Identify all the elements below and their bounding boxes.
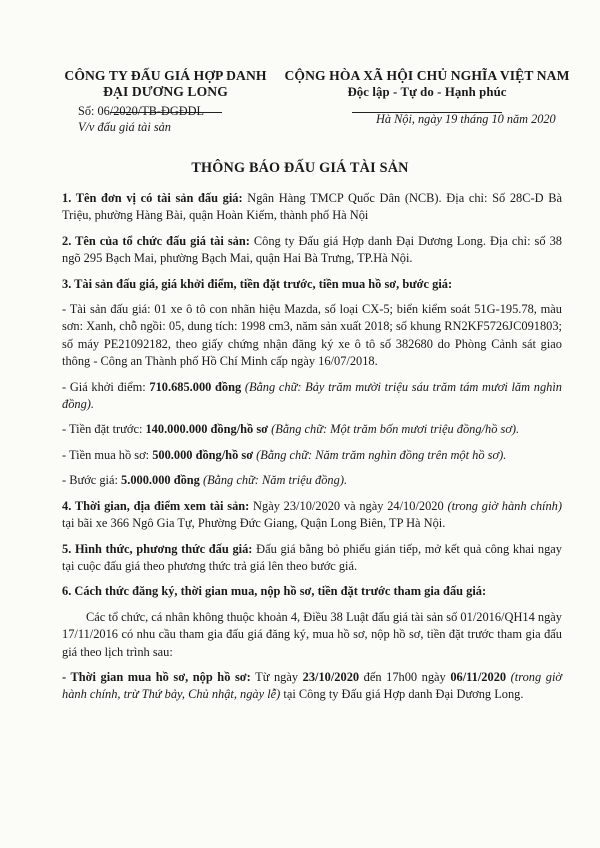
dossier-fee-value: 500.000 đồng/hồ sơ <box>152 447 254 462</box>
bid-step-value: 5.000.000 đồng <box>121 473 200 488</box>
section-5-heading: 5. Hình thức, phương thức đấu giá: <box>62 541 253 556</box>
section-2-text: Công ty Đấu giá Hợp danh Đại Dương Long. Địa chỉ: số 38 ngõ 295 Bạch Mai, phường Bạch Mai, quận Hai Bà Trưng, TP.Hà Nội. <box>62 233 562 266</box>
start-price: - Giá khởi điểm: 710.685.000 đồng (Bằng chữ: Bảy trăm mười triệu sáu trăm tám mươi lăm nghìn đồng). <box>62 379 562 412</box>
section-1-text: Ngân Hàng TMCP Quốc Dân (NCB). Địa chỉ: Số 28C-D Bà Triệu, phường Hàng Bài, quận Hoàn Kiếm, thành phố Hà Nội <box>62 191 563 223</box>
asset-description: - Tài sản đấu giá: 01 xe ô tô con nhãn hiệu Mazda, số loại CX-5; biển kiểm soát 51G-195.78, màu sơn: Xanh, chỗ ngồi: 05, dung tích: 1998 cm3, năm sản xuất 2018; số khung RN2KF5726JC091803; số máy PE21092182, theo giấy chứng nhận đăng ký xe ô tô số 382680 do Phòng Cảnh sát giao thông - Công an Thành phố Hồ Chí Minh cấp ngày 16/07/2018. <box>62 302 562 369</box>
nation-name: CỘNG HÒA XÃ HỘI CHỦ NGHĨA VIỆT NAM <box>284 68 570 83</box>
document-date: Hà Nội, ngày 19 tháng 10 năm 2020 <box>376 112 556 126</box>
nation-motto: Độc lập - Tự do - Hạnh phúc <box>347 85 507 99</box>
dossier-fee: - Tiền mua hồ sơ: 500.000 đồng/hồ sơ (Bằng chữ: Năm trăm nghìn đồng trên một hồ sơ). <box>62 447 507 462</box>
document-body <box>62 190 562 712</box>
national-header <box>282 68 572 118</box>
section-2 <box>62 233 562 268</box>
section-6-heading: 6. Cách thức đăng ký, thời gian mua, nộp hồ sơ, tiền đặt trước tham gia đấu giá: <box>62 584 487 599</box>
section-1-heading: 1. Tên đơn vị có tài sản đấu giá: <box>62 191 243 205</box>
org-name-line1: CÔNG TY ĐẤU GIÁ HỢP DANH <box>64 68 267 83</box>
section-4-heading: 4. Thời gian, địa điểm xem tài sản: <box>62 498 250 513</box>
bid-step: - Bước giá: 5.000.000 đồng (Bằng chữ: Năm triệu đồng). <box>62 473 348 488</box>
org-name-line2: ĐẠI DƯƠNG LONG <box>103 84 228 99</box>
deposit-value: 140.000.000 đồng/hồ sơ <box>145 422 269 437</box>
section-1 <box>62 190 562 225</box>
start-price-value: 710.685.000 đồng <box>149 379 242 394</box>
dossier-time: - Thời gian mua hồ sơ, nộp hồ sơ: Từ ngày 23/10/2020 đến 17h00 ngày 06/11/2020 (trong giờ hành chính, trừ Thứ bảy, Chủ nhật, ngày lễ) tại Công ty Đấu giá Hợp danh Đại Dương Long. <box>62 669 563 702</box>
document-title: THÔNG BÁO ĐẤU GIÁ TÀI SẢN <box>191 160 409 176</box>
section-3-heading: 3. Tài sản đấu giá, giá khởi điểm, tiền đặt trước, tiền mua hồ sơ, bước giá: <box>62 276 453 291</box>
section-6-intro: Các tổ chức, cá nhân không thuộc khoản 4, Điều 38 Luật đấu giá tài sản số 01/2016/QH14 ngày 17/11/2016 có nhu cầu tham gia đấu giá đăng ký, mua hồ sơ, nộp hồ sơ, tiền đặt trước tham gia đấu giá theo lịch trình sau: <box>62 609 562 659</box>
section-4: 4. Thời gian, địa điểm xem tài sản: Ngày 23/10/2020 và ngày 24/10/2020 (trong giờ hành chính) tại bãi xe 366 Ngô Gia Tự, Phường Đức Giang, Quận Long Biên, TP Hà Nội. <box>62 498 562 531</box>
section-5: 5. Hình thức, phương thức đấu giá: Đấu giá bằng bỏ phiếu gián tiếp, mở kết quả công khai ngay tại cuộc đấu giá theo phương thức trả giá lên theo bước giá. <box>62 541 562 573</box>
reference-number: Số: 06/2020/TB-ĐGĐDL <box>78 104 205 118</box>
deposit: - Tiền đặt trước: 140.000.000 đồng/hồ sơ (Bằng chữ: Một trăm bốn mươi triệu đồng/hồ sơ). <box>62 422 520 437</box>
section-2-heading: 2. Tên của tổ chức đấu giá tài sản: <box>62 233 250 248</box>
reference-subject: V/v đấu giá tài sản <box>78 120 171 134</box>
